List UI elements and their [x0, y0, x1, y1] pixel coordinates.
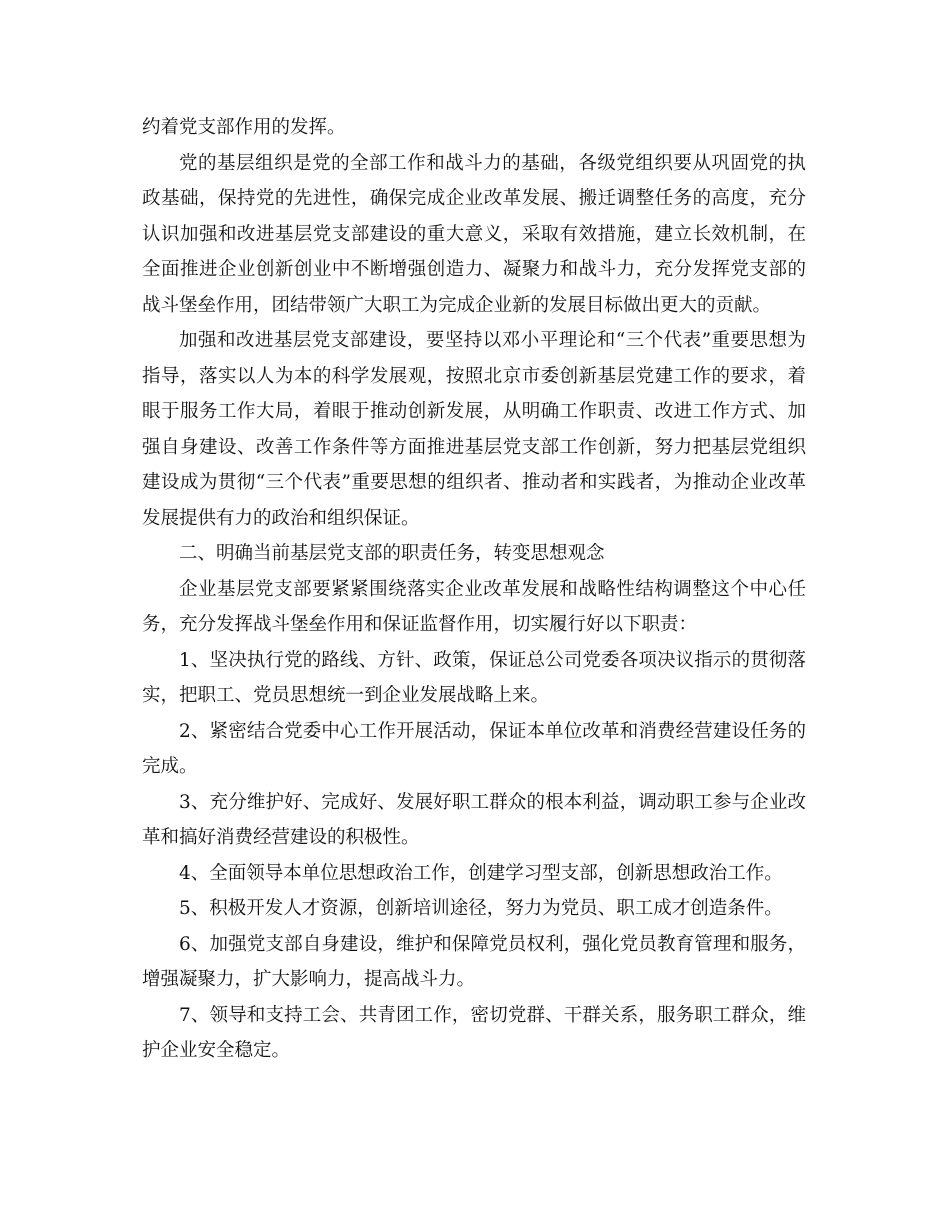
list-item-duty-6: 6、加强党支部自身建设，维护和保障党员权利，强化党员教育管理和服务，增强凝聚力，扩大影响力，提高战斗力。	[142, 933, 806, 990]
paragraph-strengthen-building: 加强和改进基层党支部建设，要坚持以邓小平理论和“三个代表”重要思想为指导，落实以人为本的科学发展观，按照北京市委创新基层党建工作的要求，着眼于服务工作大局，着眼于推动创新发展，从明确工作职责、改进工作方式、加强自身建设、改善工作条件等方面推进基层党支部工作创新，努力把基层党组织建设成为贯彻“三个代表”重要思想的组织者、推动者和实践者，为推动企业改革发展提供有力的政治和组织保证。	[142, 330, 806, 529]
list-item-duty-7: 7、领导和支持工会、共青团工作，密切党群、干群关系，服务职工群众，维护企业安全稳定。	[142, 1004, 806, 1061]
list-item-duty-4: 4、全面领导本单位思想政治工作，创建学习型支部，创新思想政治工作。	[179, 862, 783, 884]
list-item-duty-2: 2、紧密结合党委中心工作开展活动，保证本单位改革和消费经营建设任务的完成。	[142, 720, 806, 777]
paragraph-grassroots-foundation: 党的基层组织是党的全部工作和战斗力的基础，各级党组织要从巩固党的执政基础，保持党的先进性，确保完成企业改革发展、搬迁调整任务的高度，充分认识加强和改进基层党支部建设的重大意义，采取有效措施，建立长效机制，在全面推进企业创新创业中不断增强创造力、凝聚力和战斗力，充分发挥党支部的战斗堡垒作用，团结带领广大职工为完成企业新的发展目标做出更大的贡献。	[142, 152, 806, 316]
paragraph-continuation: 约着党支部作用的发挥。	[142, 117, 346, 138]
list-item-duty-1: 1、坚决执行党的路线、方针、政策，保证总公司党委各项决议指示的贯彻落实，把职工、党员思想统一到企业发展战略上来。	[142, 649, 806, 706]
paragraph-duties-intro: 企业基层党支部要紧紧围绕落实企业改革发展和战略性结构调整这个中心任务，充分发挥战斗堡垒作用和保证监督作用，切实履行好以下职责：	[142, 578, 806, 635]
list-item-duty-3: 3、充分维护好、完成好、发展好职工群众的根本利益，调动职工参与企业改革和搞好消费经营建设的积极性。	[142, 791, 806, 848]
list-item-duty-5: 5、积极开发人才资源，创新培训途径，努力为党员、职工成才创造条件。	[179, 898, 783, 919]
document-body	[142, 110, 806, 1069]
section-heading-duties: 二、明确当前基层党支部的职责任务，转变思想观念	[179, 543, 605, 564]
